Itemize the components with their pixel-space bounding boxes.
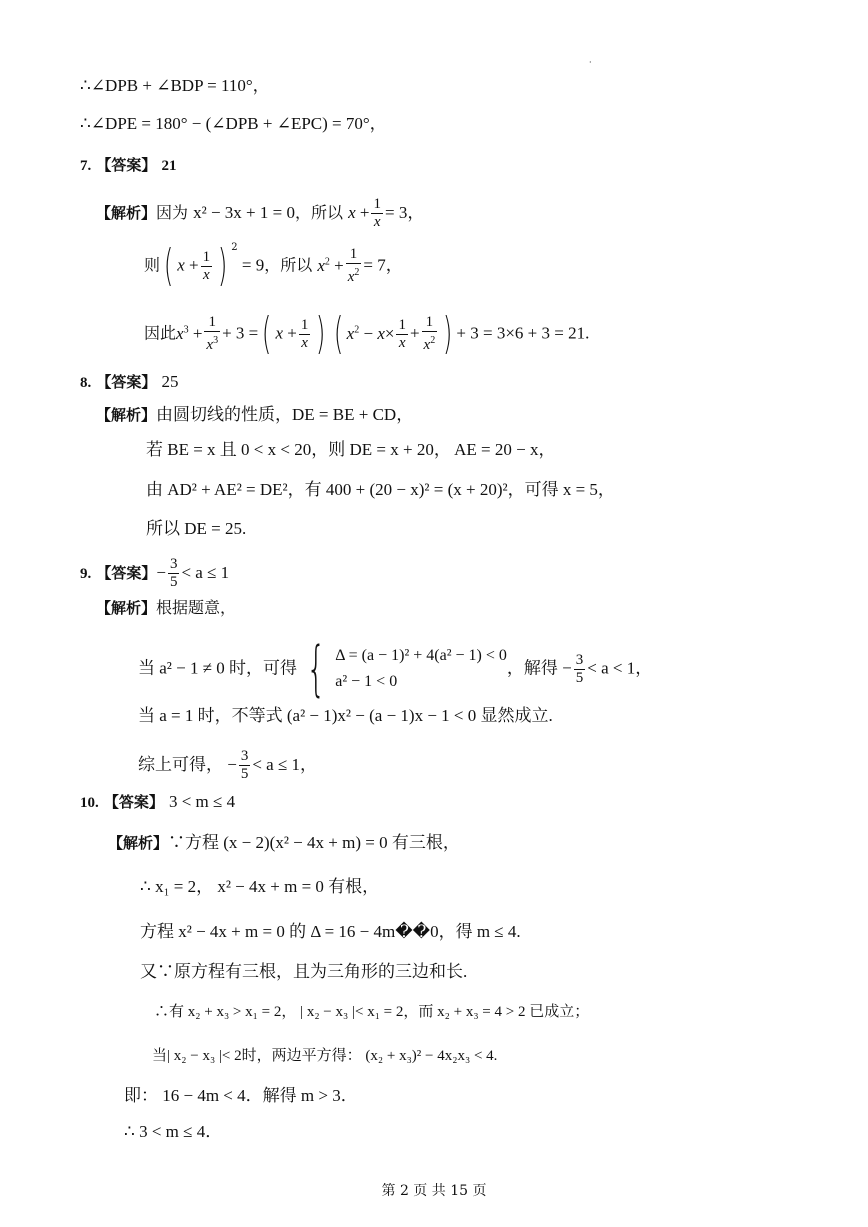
q10-analysis-line-8: ∴ 3 < m ≤ 4． <box>124 1122 223 1141</box>
q7-analysis-line-1: 【解析】因为 x² − 3x + 1 = 0，所以 x + $\frac{1}{x}$ = 3， <box>96 196 425 230</box>
q9-text: 根据题意， <box>156 598 237 617</box>
q10-text: ∵方程 (x − 2)(x² − 4x + m) = 0 有三根， <box>168 833 460 852</box>
analysis-label: 【解析】 <box>96 406 157 424</box>
q8-analysis-line-1 <box>96 405 413 425</box>
q9-number: 9. <box>80 566 92 582</box>
q7-text: ，所以 <box>264 255 313 275</box>
q10-number: 10. <box>80 795 99 811</box>
q7-text: ，所以 <box>294 203 343 222</box>
q10-analysis-line-5: ∴有 x₂ + x₃ > x₁ = 2， | x₂ − x₃ |< x₁ = 2，而 x₂ + x₃ = 4 > 2 已成立； <box>154 1004 590 1020</box>
q10-analysis-line-1 <box>108 833 460 853</box>
q8-answer: 25 <box>161 372 179 391</box>
q9-analysis-line-1 <box>96 598 236 618</box>
q10-analysis-line-3: 方程 x² − 4x + m = 0 的 Δ = 16 − 4m��0，得 m ≤ 4. <box>140 922 521 941</box>
q10-answer-line <box>80 792 235 813</box>
page-footer: 第 2 页 共 15 页 <box>381 1183 487 1199</box>
answer-label: 【答案】 <box>96 156 157 174</box>
q7-number: 7. <box>80 158 92 174</box>
q10-analysis-line-6: 当| x₂ − x₃ |< 2时，两边平方得： (x₂ + x₃)² − 4x₂x₃ < 4. <box>152 1048 498 1064</box>
fraction: $\frac{1}{x}$ <box>373 196 381 230</box>
q7-text: 因此 <box>144 323 177 343</box>
q10-answer: 3 < m ≤ 4 <box>168 792 236 811</box>
proof-line-2: ∴∠DPE = 180° − (∠DPB + ∠EPC) = 70°， <box>80 114 387 133</box>
analysis-label: 【解析】 <box>96 599 157 617</box>
system-line-1: Δ = (a − 1)² + 4(a² − 1) < 0 <box>335 647 507 664</box>
answer-label: 【答案】 <box>96 373 157 391</box>
q10-analysis-line-4: 又∵原方程有三根，且为三角形的三边和长. <box>140 962 468 981</box>
q8-number: 8. <box>80 375 92 391</box>
q9-text: < a ≤ 1， <box>252 755 318 774</box>
analysis-label: 【解析】 <box>108 834 169 852</box>
q7-analysis-line-3: 因此$x^3$ + $\frac{1}{x^3}$ + 3 =( x + $\frac{1}{x}$ ) ( $x^2 - x\times$ $\frac{1}{x}$ + $\frac{1}{x^2}$ ) + 3 = 3×6 + 3 = 21. <box>144 308 590 359</box>
q9-analysis-line-2: 当 a² − 1 ≠ 0 时，可得 { Δ = (a − 1)² + 4(a² − 1) < 0 a² − 1 < 0 ，解得 − $\frac{3}{5}$ < a < 1， <box>138 634 653 704</box>
q9-text: 综上可得， − <box>138 755 237 774</box>
q7-analysis-line-2: 则( x + $\frac{1}{x}$ ) $^2$ = 9，所以 $x^2$ + $\frac{1}{x^2}$ = 7， <box>144 240 403 291</box>
system-line-2: a² − 1 < 0 <box>335 673 398 690</box>
q9-text: < a < 1， <box>587 658 653 678</box>
q9-text: ，解得 − <box>506 658 572 678</box>
q8-analysis-line-2: 若 BE = x 且 0 < x < 20，则 DE = x + 20， AE = 20 − x， <box>146 440 556 459</box>
q7-text: 因为 <box>156 203 189 222</box>
q7-result: + 3 = 3×6 + 3 = 21. <box>456 323 590 343</box>
q8-text: 由圆切线的性质，DE = BE + CD， <box>156 405 414 424</box>
analysis-label: 【解析】 <box>96 204 157 222</box>
q8-analysis-line-4: 所以 DE = 25. <box>146 519 247 538</box>
q7-text: 则 <box>144 255 161 275</box>
q7-expr: x + <box>348 203 370 222</box>
q7-answer-line <box>80 155 176 176</box>
inequality-system <box>335 643 507 695</box>
q10-analysis-line-7: 即： 16 − 4m < 4．解得 m > 3． <box>124 1086 358 1105</box>
q9-answer: < a ≤ 1 <box>181 563 230 582</box>
q9-analysis-line-4: 综上可得， − $\frac{3}{5}$ < a ≤ 1， <box>138 748 318 782</box>
q8-answer-line <box>80 372 178 393</box>
proof-line-1: ∴∠DPB + ∠BDP = 110°， <box>80 76 270 95</box>
q7-answer: 21 <box>161 158 177 174</box>
page-dot: · <box>589 58 592 67</box>
q10-analysis-line-2: ∴ x₁ = 2， x² − 4x + m = 0 有根， <box>140 877 380 896</box>
q7-equation: x² − 3x + 1 = 0 <box>193 203 295 222</box>
answer-label: 【答案】 <box>96 564 157 582</box>
q8-analysis-line-3: 由 AD² + AE² = DE²，有 400 + (20 − x)² = (x + 20)²，可得 x = 5， <box>146 480 615 499</box>
q9-answer-line: 9. 【答案】− $\frac{3}{5}$ < a ≤ 1 <box>80 556 230 590</box>
q9-text: 当 a² − 1 ≠ 0 时，可得 <box>138 658 298 678</box>
q9-analysis-line-3: 当 a = 1 时，不等式 (a² − 1)x² − (a − 1)x − 1 < 0 显然成立. <box>138 706 553 725</box>
answer-label: 【答案】 <box>103 793 164 811</box>
